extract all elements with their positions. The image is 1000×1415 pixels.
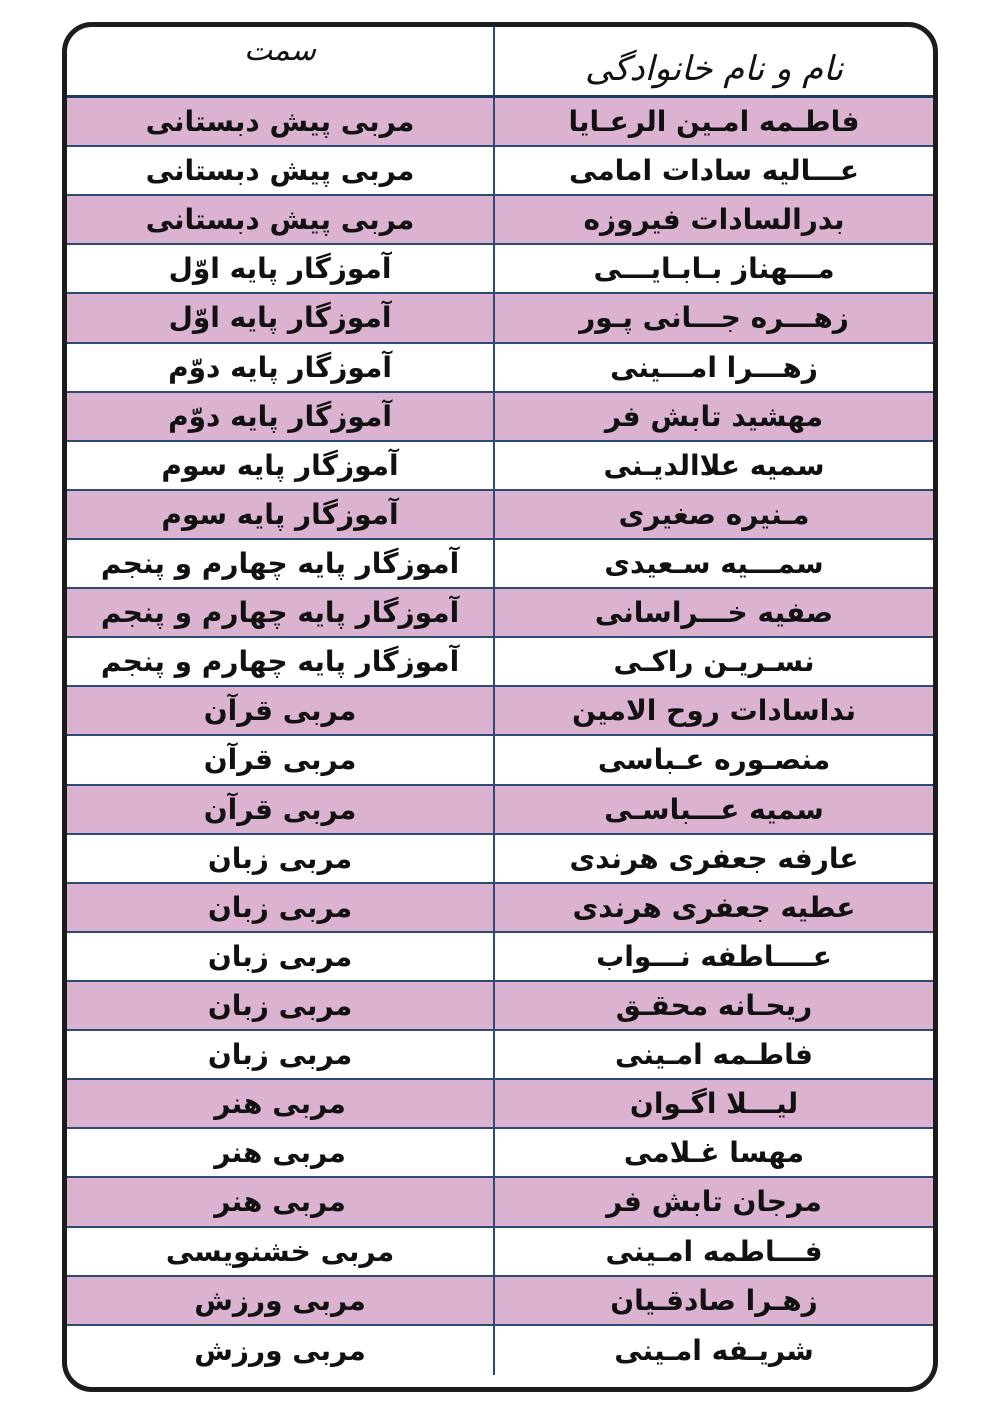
staff-name: منصـوره عـباسی: [597, 743, 831, 777]
table-row: [67, 1031, 933, 1080]
staff-name: بدرالسادات فیروزه: [583, 203, 845, 237]
table-row: [67, 1080, 933, 1129]
staff-role: آموزگار پایه سوم: [161, 448, 399, 482]
role-cell: [67, 1031, 493, 1078]
staff-name: مـــهناز بـابـایـــی: [593, 252, 835, 286]
staff-name: زهـــرا امـــینی: [610, 350, 818, 384]
staff-role: مربی قرآن: [203, 792, 357, 826]
staff-table: [62, 22, 938, 1392]
name-cell: [493, 638, 933, 685]
table-row: [67, 1228, 933, 1277]
name-cell: [493, 1031, 933, 1078]
name-cell: [493, 687, 933, 734]
role-cell: [67, 1178, 493, 1225]
table-body: [67, 98, 933, 1375]
name-cell: [493, 147, 933, 194]
name-cell: [493, 933, 933, 980]
name-cell: [493, 245, 933, 292]
table-row: [67, 344, 933, 393]
name-cell: [493, 393, 933, 440]
role-cell: [67, 1080, 493, 1127]
staff-role: مربی هنر: [214, 1087, 346, 1121]
table-row: [67, 540, 933, 589]
table-row: [67, 1129, 933, 1178]
name-cell: [493, 442, 933, 489]
header-name-label: نام و نام خانوادگی: [584, 49, 844, 89]
table-row: [67, 884, 933, 933]
staff-role: آموزگار پایه چهارم و پنجم: [100, 596, 460, 630]
role-cell: [67, 1277, 493, 1324]
table-row: [67, 1326, 933, 1375]
name-cell: [493, 786, 933, 833]
staff-name: عطیه جعفری هرندی: [572, 890, 856, 924]
table-row: [67, 687, 933, 736]
name-cell: [493, 1228, 933, 1275]
staff-role: مربی پیش دبستانی: [145, 105, 415, 139]
role-cell: [67, 687, 493, 734]
table-row: [67, 736, 933, 785]
table-row: [67, 835, 933, 884]
staff-name: عارفه جعفری هرندی: [569, 841, 859, 875]
role-cell: [67, 589, 493, 636]
table-row: [67, 245, 933, 294]
header-role-label: سمت: [244, 33, 316, 68]
staff-name: مهشید تابش فر: [604, 399, 824, 433]
role-cell: [67, 884, 493, 931]
staff-name: زهـــره جـــانی پـور: [579, 301, 849, 335]
staff-role: آموزگار پایه اوّل: [168, 252, 392, 286]
staff-name: عــــاطفه نـــواب: [596, 939, 832, 973]
staff-role: مربی زبان: [207, 989, 353, 1023]
role-cell: [67, 294, 493, 341]
table-row: [67, 98, 933, 147]
staff-role: آموزگار پایه سوم: [161, 497, 399, 531]
header-name-cell: [493, 27, 933, 95]
name-cell: [493, 1080, 933, 1127]
role-cell: [67, 442, 493, 489]
staff-role: مربی پیش دبستانی: [145, 154, 415, 188]
staff-name: شریـفه امـینی: [614, 1333, 814, 1367]
role-cell: [67, 1228, 493, 1275]
table-row: [67, 294, 933, 343]
staff-role: آموزگار پایه چهارم و پنجم: [100, 547, 460, 581]
staff-name: مرجان تابش فر: [606, 1185, 822, 1219]
staff-role: مربی پیش دبستانی: [145, 203, 415, 237]
staff-role: مربی زبان: [207, 939, 353, 973]
role-cell: [67, 1129, 493, 1176]
staff-role: مربی هنر: [214, 1136, 346, 1170]
table-row: [67, 147, 933, 196]
staff-role: مربی ورزش: [194, 1283, 366, 1317]
staff-name: نداسادات روح الامین: [571, 694, 857, 728]
table-row: [67, 638, 933, 687]
role-cell: [67, 982, 493, 1029]
table-row: [67, 589, 933, 638]
name-cell: [493, 1178, 933, 1225]
staff-name: سمـــیه سـعیدی: [604, 547, 824, 581]
role-cell: [67, 835, 493, 882]
staff-role: مربی زبان: [207, 841, 353, 875]
staff-name: فاطـمه امـینی: [615, 1038, 813, 1072]
staff-name: فاطـمه امـین الرعـایا: [568, 105, 860, 139]
table-row: [67, 786, 933, 835]
staff-role: مربی قرآن: [203, 694, 357, 728]
name-cell: [493, 1129, 933, 1176]
role-cell: [67, 540, 493, 587]
name-cell: [493, 1277, 933, 1324]
staff-name: سمیه علاالدیـنی: [603, 448, 825, 482]
name-cell: [493, 491, 933, 538]
role-cell: [67, 933, 493, 980]
role-cell: [67, 98, 493, 145]
name-cell: [493, 835, 933, 882]
name-cell: [493, 196, 933, 243]
table-row: [67, 1178, 933, 1227]
table-row: [67, 393, 933, 442]
table-row: [67, 196, 933, 245]
header-role-cell: [67, 27, 493, 95]
name-cell: [493, 589, 933, 636]
staff-role: مربی زبان: [207, 890, 353, 924]
staff-name: فـــاطمه امـینی: [605, 1234, 823, 1268]
role-cell: [67, 736, 493, 783]
role-cell: [67, 786, 493, 833]
staff-role: مربی هنر: [214, 1185, 346, 1219]
name-cell: [493, 98, 933, 145]
name-cell: [493, 736, 933, 783]
role-cell: [67, 491, 493, 538]
staff-name: مـنیره صغیری: [618, 497, 810, 531]
staff-name: لیـــلا اگـوان: [629, 1087, 799, 1121]
staff-role: مربی ورزش: [194, 1333, 366, 1367]
role-cell: [67, 344, 493, 391]
table-header: [67, 27, 933, 98]
role-cell: [67, 245, 493, 292]
staff-role: مربی زبان: [207, 1038, 353, 1072]
role-cell: [67, 196, 493, 243]
staff-role: مربی قرآن: [203, 743, 357, 777]
table-row: [67, 933, 933, 982]
role-cell: [67, 638, 493, 685]
table-row: [67, 1277, 933, 1326]
staff-name: صفیه خـــراسانی: [594, 596, 834, 630]
staff-role: آموزگار پایه چهارم و پنجم: [100, 645, 460, 679]
staff-role: آموزگار پایه اوّل: [168, 301, 392, 335]
name-cell: [493, 1326, 933, 1375]
staff-name: ریحـانه محقـق: [615, 989, 813, 1023]
staff-role: آموزگار پایه دوّم: [168, 399, 392, 433]
staff-name: نسـریـن راکـی: [613, 645, 815, 679]
staff-role: مربی خشنویسی: [165, 1234, 395, 1268]
name-cell: [493, 982, 933, 1029]
name-cell: [493, 344, 933, 391]
table-row: [67, 442, 933, 491]
role-cell: [67, 1326, 493, 1375]
name-cell: [493, 884, 933, 931]
staff-name: عـــالیه سادات امامی: [568, 154, 860, 188]
role-cell: [67, 147, 493, 194]
staff-name: سمیه عـــباسـی: [604, 792, 824, 826]
name-cell: [493, 540, 933, 587]
role-cell: [67, 393, 493, 440]
staff-name: مهسا غـلامی: [623, 1136, 805, 1170]
name-cell: [493, 294, 933, 341]
staff-name: زهـرا صادقـیان: [610, 1283, 818, 1317]
table-row: [67, 982, 933, 1031]
staff-role: آموزگار پایه دوّم: [168, 350, 392, 384]
table-row: [67, 491, 933, 540]
